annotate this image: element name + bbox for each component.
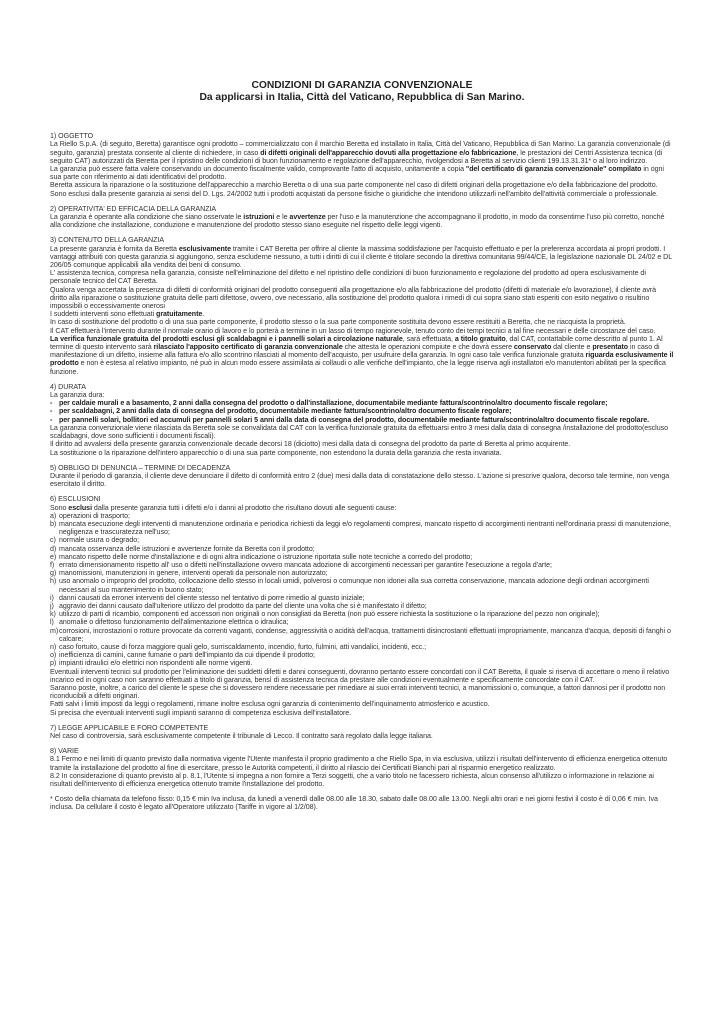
section-heading: 3) CONTENUTO DELLA GARANZIA xyxy=(50,236,165,245)
exclusion-item: p) impianti idraulici e/o elettrici non rispondenti alle norme vigenti. xyxy=(50,659,253,668)
section-obbligo-denuncia xyxy=(50,464,674,489)
paragraph: Durante il periodo di garanzia, il cliente deve denunciare il difetto di conformità entro 2 (due) mesi dalla data di constatazione dello stesso. L'azione si prescrive qualora, decorso tale termine, non venga esercitato il diritto. xyxy=(50,471,670,489)
paragraph: Il diritto ad avvalersi della presente garanzia convenzionale decade decorsi 18 (diciotto) mesi dalla data di consegna del prodotto da parte di Beretta al primo acquirente. xyxy=(50,440,571,449)
section-heading: 6) ESCLUSIONI xyxy=(50,495,101,504)
paragraph: La sostituzione o la riparazione dell'intero apparecchio o di una sua parte componente, non estendono la durata della garanzia che resta invariata. xyxy=(50,448,502,457)
warranty-document xyxy=(50,80,674,812)
duration-list xyxy=(50,399,674,424)
paragraph: I suddetti interventi sono effettuati gratuitamente. xyxy=(50,310,205,319)
section-heading: 7) LEGGE APPLICABILE E FORO COMPETENTE xyxy=(50,723,209,732)
section-varie xyxy=(50,747,674,788)
paragraph: 8.2 In considerazione di quanto previsto al p. 8.1, l'Utente si impegna a non fornire a Terzi soggetti, che a vario titolo ne facessero richiesta, alcun consenso all'utilizzo o informazione in relazione ai risultati dell'intervento di efficienza energetica ottenuto tramite l'installazione del prodotto. xyxy=(50,771,654,789)
paragraph: La presente garanzia è fornita da Beretta esclusivamente tramite i CAT Beretta per offrire al cliente la massima soddisfazione per l'acquisto effettuato e per la preferenza accordata ai propri prodotti. I vantaggi attribuiti con questa garanzia si aggiungono, senza escluderne nessuno, a tutti i diritti di cui il cliente è titolare secondo la direttiva comunitaria 99/44/CE, la legislazione nazionale DL 24/02 e DL 206/05 comunque applicabili alla vendita dei beni di consumo. xyxy=(50,244,672,270)
paragraph: L' assistenza tecnica, compresa nella garanzia, consiste nell'eliminazione del difetto e nel ripristino delle condizioni di buon funzionamento e regolazione del prodotto ad opera esclusivamente di personale tecnico del CAT Beretta. xyxy=(50,269,646,286)
list-item: - per scaldabagni, 2 anni dalla data di consegna del prodotto, documentabile mediante fattura/scontrino/altro documento fiscale regolare; xyxy=(50,407,512,416)
paragraph: Si precisa che eventuali interventi sugli impianti saranno di competenza esclusiva dell'installatore. xyxy=(50,708,352,717)
section-heading: 5) OBBLIGO DI DENUNCIA – TERMINE DI DECADENZA xyxy=(50,463,231,472)
title-line-2: Da applicarsi in Italia, Città del Vaticano, Repubblica di San Marino. xyxy=(199,91,525,103)
paragraph: Nel caso di controversia, sarà esclusivamente competente il tribunale di Lecco. Il contratto sarà regolato dalla legge italiana. xyxy=(50,732,433,740)
exclusion-item: o) inefficienza di camini, canne fumarie o parti dell'impianto da cui dipende il prodotto; xyxy=(50,651,315,660)
exclusion-item: i) danni causati da erronei interventi del cliente stesso nel tentativo di porre rimedio al guasto iniziale; xyxy=(50,593,365,602)
exclusion-item: c) normale usura o degrado; xyxy=(50,536,140,545)
section-contenuto xyxy=(50,236,674,375)
exclusion-item: k) utilizzo di parti di ricambio, componenti ed accessori non originali o non consigliati da Beretta (non può essere richiesta la sostituzione o la riparazione del pezzo non originale); xyxy=(50,610,600,619)
paragraph: Sono esclusi dalla presente garanzia ai sensi del D. Lgs. 24/2002 tutti i prodotti acquistati da persone fisiche o giuridiche che intendono utilizzarli nell'ambito dell'attività commerciale o professionale. xyxy=(50,189,658,198)
section-heading: 8) VARIE xyxy=(50,747,79,756)
paragraph: 8.1 Fermo e nei limiti di quanto previsto dalla normativa vigente l'Utente manifesta il proprio gradimento a che Riello Spa, in via esclusiva, utilizzi i risultati dell'intervento di efficienza energetica ottenuto tramite la installazione del prodotto al fine di esercitare, presso le Autorità competenti, il diritto al rilascio dei Certificati Bianchi pari al risparmio energetico realizzato. xyxy=(50,755,668,772)
paragraph: Il CAT effettuerà l'intervento durante il normale orario di lavoro e lo porterà a termine in un lasso di tempo ragionevole, tenuto conto dei tempi tecnici a tal fine necessari e delle circostanze del caso. xyxy=(50,326,656,335)
paragraph: Fatti salvi i limiti imposti da leggi o regolamenti, rimane inoltre esclusa ogni garanzia di contenimento dell'inquinamento atmosferico e acustico. xyxy=(50,700,490,709)
exclusion-item: b) mancata esecuzione degli interventi di manutenzione ordinaria e periodica richiesti da leggi e/o regolamenti compresi, mancato rispetto di accorgimenti rientranti nell'ordinaria prassi di manutenzione, negligenza e trascuratezza nell'uso; xyxy=(50,519,671,537)
section-oggetto xyxy=(50,132,674,198)
exclusion-item: e) mancato rispetto delle norme d'installazione e di ogni altra indicazione o istruzione riportata sulle note tecniche a corredo del prodotto; xyxy=(50,552,473,561)
footnote: * Costo della chiamata da telefono fisso: 0,15 € min Iva inclusa, da lunedì a venerdì dalle 08.00 alle 18.30, sabato dalle 08.00 alle 13.00. Negli altri orari e nei giorni festivi il costo è di 0,06 € min. Iva inclusa. Da cellulare il costo è legato all'Operatore utilizzato (Tariffe in vigore al 1/2/08). xyxy=(50,795,658,812)
exclusion-item: n) caso fortuito, cause di forza maggiore quali gelo, surriscaldamento, incendio, furto, fulmini, atti vandalici, incidenti, ecc.; xyxy=(50,642,427,651)
exclusions-list xyxy=(50,512,674,668)
exclusion-item: l) anomalie o difettoso funzionamento dell'alimentazione elettrica o idraulica; xyxy=(50,618,289,627)
exclusion-item: g) manomissioni, manutenzioni in genere, interventi operati da personale non autorizzato; xyxy=(50,569,328,578)
paragraph: Sono esclusi dalla presente garanzia tutti i difetti e/o i danni al prodotto che risultano dovuti alle seguenti cause: xyxy=(50,503,397,512)
paragraph: La verifica funzionale gratuita del prodotti esclusi gli scaldabagni e i pannelli solari a circolazione naturale, sarà effettuata, a titolo gratuito, dal CAT, contattabile come descritto al punto 1. Al termine di questo intervento sarà rilasciato l'apposito certificato di garanzia convenzionale che attesta le operazioni compiute e che dovrà essere conservato dal cliente e presentato in caso di manifestazione di un difetto, insieme alla fattura e/o allo scontrino rilasciati al momento dell'acquisto, per usufruire della garanzia. In ogni caso tale verifica funzionale gratuita riguarda esclusivamente il prodotto e non è estesa al relativo impianto, né può in alcun modo essere assimilata ai collaudi o alle verifiche dell'impianto, che la legge riserva agli installatori e/o manutentori abilitati per la specifica funzione. xyxy=(50,334,674,376)
paragraph: La garanzia convenzionale viene rilasciata da Beretta sole se convalidata dal CAT con la verifica funzionale gratuita da effettuarsi entro 3 mesi dalla data di consegna /installazione del prodotto(escluso scaldabagni, dove sono sufficienti i documenti fiscali). xyxy=(50,423,668,441)
exclusion-item: a) operazioni di trasporto; xyxy=(50,511,130,520)
exclusion-item: m) corrosioni, incrostazioni o rotture provocate da correnti vaganti, condense, aggressività o acidità dell'acqua, trattamenti disincrostanti effettuati impropriamente, mancanza d'acqua, depositi di fanghi o calcare; xyxy=(50,626,671,643)
paragraph: La garanzia dura: xyxy=(50,391,105,400)
paragraph: In caso di sostituzione del prodotto o di una sua parte componente, il prodotto stesso o la sua parte componente sostituita devono essere restituiti a Beretta, che ne riacquista la proprietà. xyxy=(50,318,626,327)
exclusion-item: h) uso anomalo o improprio del prodotto, collocazione dello stesso in locali umidi, polverosi o comunque non idonei alla sua corretta conservazione, mancata adozione degli ordinari accorgimenti necessari al suo mantenimento in buono stato; xyxy=(50,577,649,594)
document-title xyxy=(50,80,674,103)
paragraph: La Riello S.p.A. (di seguito, Beretta) garantisce ogni prodotto – commercializzato con il marchio Beretta ed installato in Italia, Città del Vaticano, Repubblica di San Marino. La garanzia convenzionale (di seguito, garanzia) prestata consente al cliente di richiedere, in caso di difetti originali dell'apparecchio dovuti alla progettazione e/o fabbricazione, le prestazioni dei Centri Assistenza tecnica (di seguito CAT) autorizzati da Beretta per il ripristino delle condizioni di buon funzionamento e regolazione dell'apparecchio, rivolgendosi a Beretta al servizio clienti 199.13.31.31* o al loro indirizzo. xyxy=(50,140,671,165)
exclusion-item: j) aggravio dei danni causato dall'ulteriore utilizzo del prodotto da parte del cliente una volta che si è manifestato il difetto; xyxy=(50,601,427,610)
section-legge-applicabile xyxy=(50,724,674,740)
paragraph: La garanzia è operante alla condizione che siano osservate le istruzioni e le avvertenze per l'uso e la manutenzione che accompagnano il prodotto, in modo da consentirne l'uso più corretto, nonché alla condizione che installazione, conduzione e manutenzione del prodotto stesso siano eseguite nel rispetto delle leggi vigenti. xyxy=(50,213,665,230)
section-heading: 2) OPERATIVITA' ED EFFICACIA DELLA GARANZIA xyxy=(50,204,217,213)
section-heading: 4) DURATA xyxy=(50,382,86,391)
paragraph: La garanzia può essere fatta valere conservando un documento fiscalmente valido, comprovante l'atto di acquisto, unitamente a copia "del certificato di garanzia convenzionale" compilato in ogni sua parte con riferimento ai dati identificativi del prodotto. xyxy=(50,165,664,182)
paragraph: Eventuali interventi tecnici sul prodotto per l'eliminazione dei suddetti difetti e danni conseguenti, dovranno pertanto essere concordati con il CAT Beretta, il quale si riserva di accettare o meno il relativo incarico ed in ogni caso non saranno effettuati a titolo di garanzia, bensì di assistenza tecnica da prestare alle condizioni eventualmente e specificamente concordate con il CAT. xyxy=(50,667,670,684)
section-durata xyxy=(50,383,674,457)
exclusion-item: f) errato dimensionamento rispetto all' uso o difetti nell'installazione ovvero mancata adozione di accorgimenti necessari per garantire l'esecuzione a regola d'arte; xyxy=(50,560,552,569)
paragraph: Qualora venga accertata la presenza di difetti di conformità originari del prodotto conseguenti alla progettazione e/o alla fabbricazione del prodotto (difetti di materiale e/o lavorazione), il cliente avrà diritto alla riparazione o sostituzione gratuita delle parti difettose, ovvero, ove necessario, alla sostituzione del prodotto qualora i rimedi di cui sopra siano stati esperiti con esito negativo o risultino impossibili o eccessivamente onerosi xyxy=(50,285,657,311)
section-heading: 1) OGGETTO xyxy=(50,132,94,141)
paragraph: Saranno poste, inoltre, a carico del cliente le spese che si dovessero rendere necessarie per rimediare ai suoi errati interventi tecnici, a manomissioni o, comunque, a fattori dannosi per il prodotto non riconducibili a difetti originari. xyxy=(50,683,666,701)
title-line-1: CONDIZIONI DI GARANZIA CONVENZIONALE xyxy=(251,80,473,91)
paragraph: Beretta assicura la riparazione o la sostituzione dell'apparecchio a marchio Beretta o di una sua parte componente nel caso di difetti originari della progettazione e/o della fabbricazione del prodotto. xyxy=(50,181,658,190)
exclusion-item: d) mancata osservanza delle istruzioni e avvertenze fornite da Beretta con il prodotto; xyxy=(50,544,315,553)
list-item: - per caldaie murali e a basamento, 2 anni dalla consegna del prodotto o dall'installazione, documentabile mediante fattura/scontrino/altro documento fiscale regolare; xyxy=(50,399,608,408)
list-item: - per pannelli solari, bollitori ed accumuli per pannelli solari 5 anni dalla data di consegna del prodotto, documentabile mediante fattura/scontrino/altro documento fiscale regolare. xyxy=(50,415,650,424)
section-operativita xyxy=(50,205,674,230)
section-esclusioni xyxy=(50,495,674,716)
